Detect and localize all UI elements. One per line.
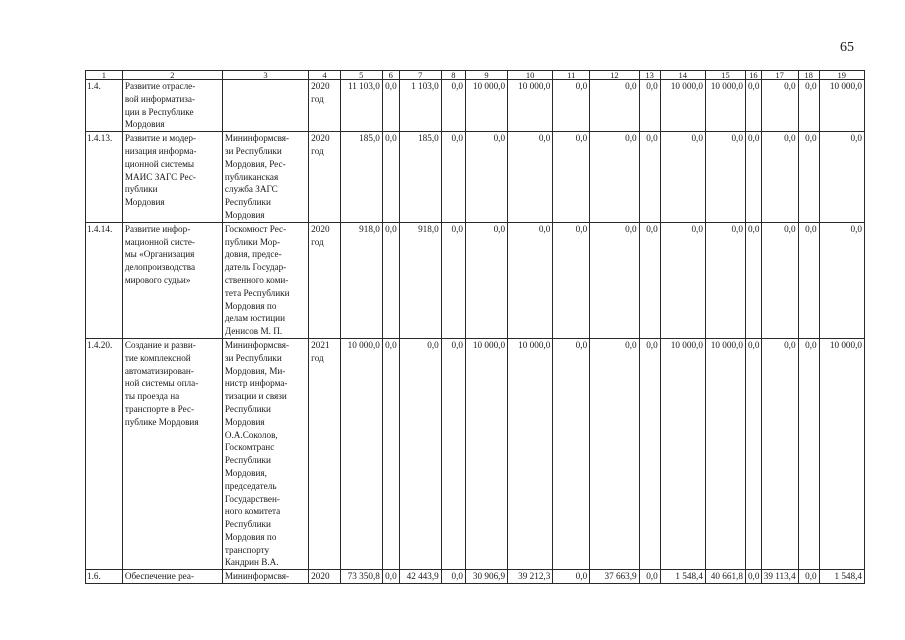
- responsible-party-line: тета Республики: [224, 287, 290, 298]
- row-code: 1.4.: [86, 80, 123, 132]
- value-cell: 0,0: [441, 80, 465, 132]
- column-number: 12: [590, 71, 639, 80]
- value-cell: 30 906,9: [465, 570, 507, 584]
- value-cell: 0,0: [382, 338, 399, 569]
- value-cell: 0,0: [745, 222, 761, 338]
- year-cell-line: 2020: [311, 81, 330, 91]
- value-cell: 0,0: [798, 132, 819, 223]
- measure-name-line: делопроизводства: [124, 262, 196, 273]
- column-number: 11: [553, 71, 590, 80]
- value-cell: 0,0: [705, 132, 745, 223]
- value-cell: 0,0: [705, 222, 745, 338]
- column-number: 7: [399, 71, 441, 80]
- responsible-party-line: публиканская: [224, 171, 279, 182]
- measure-name-line: ты проезда на: [124, 391, 180, 402]
- responsible-party-line: Республики: [224, 197, 271, 208]
- responsible-party-line: Мордовия по: [224, 531, 277, 542]
- responsible-party: [222, 132, 308, 223]
- value-cell: 0,0: [745, 570, 761, 584]
- responsible-party-line: Кандрин В.А.: [224, 557, 279, 568]
- year-cell: [309, 80, 341, 132]
- value-cell: 10 000,0: [705, 338, 745, 569]
- value-cell: 0,0: [590, 80, 639, 132]
- measure-name-line: публики: [124, 184, 158, 195]
- value-cell: 0,0: [819, 222, 864, 338]
- measure-name-line: публике Мордовия: [124, 416, 199, 427]
- column-number: 19: [819, 71, 864, 80]
- value-cell: 0,0: [382, 570, 399, 584]
- column-number-row: [86, 71, 865, 80]
- table-row: [86, 222, 865, 338]
- table-row: [86, 570, 865, 584]
- value-cell: 0,0: [382, 80, 399, 132]
- column-number: 13: [639, 71, 660, 80]
- value-cell: 0,0: [590, 132, 639, 223]
- value-cell: 0,0: [553, 80, 590, 132]
- measure-name-line: мационной систе-: [124, 236, 195, 247]
- responsible-party-line: Мордовия: [224, 209, 265, 220]
- value-cell: 0,0: [745, 338, 761, 569]
- value-cell: 0,0: [441, 570, 465, 584]
- value-cell: 0,0: [761, 338, 798, 569]
- year-cell-line: 2020: [311, 571, 330, 582]
- value-cell: 10 000,0: [508, 338, 553, 569]
- column-number: 9: [465, 71, 507, 80]
- measure-name-line: тие комплексной: [124, 352, 191, 363]
- responsible-party-line: председатель: [224, 480, 277, 491]
- value-cell: 0,0: [441, 132, 465, 223]
- measure-name: [122, 338, 222, 569]
- responsible-party-line: нистр информа-: [224, 378, 288, 389]
- measure-name: [122, 570, 222, 584]
- value-cell: 1 103,0: [399, 80, 441, 132]
- responsible-party-line: Госкомюст Рес-: [224, 223, 287, 234]
- year-cell: [309, 338, 341, 569]
- responsible-party-line: довия, предсе-: [224, 249, 282, 260]
- value-cell: 0,0: [399, 338, 441, 569]
- measure-name-line: ционной системы: [124, 158, 195, 169]
- measure-name-line: Мордовия: [124, 119, 165, 130]
- value-cell: 10 000,0: [819, 80, 864, 132]
- table-row: [86, 80, 865, 132]
- value-cell: 0,0: [382, 222, 399, 338]
- column-number: 16: [745, 71, 761, 80]
- value-cell: 0,0: [553, 132, 590, 223]
- responsible-party: [222, 338, 308, 569]
- table-body: [86, 71, 865, 584]
- responsible-party: [222, 222, 308, 338]
- value-cell: 918,0: [399, 222, 441, 338]
- year-cell-line: год: [311, 145, 324, 156]
- table-row: [86, 338, 865, 569]
- value-cell: 0,0: [660, 222, 705, 338]
- responsible-party-line: транспорту: [224, 544, 270, 555]
- row-code: 1.4.20.: [86, 338, 123, 569]
- responsible-party-line: ного комитета: [224, 506, 281, 517]
- responsible-party-line: Государствен-: [224, 493, 280, 504]
- value-cell: 0,0: [819, 132, 864, 223]
- measure-name: [122, 80, 222, 132]
- column-number: 15: [705, 71, 745, 80]
- responsible-party-line: Мининформсвя-: [224, 571, 290, 582]
- value-cell: 0,0: [553, 338, 590, 569]
- measure-name-line: мы «Организация: [124, 249, 195, 260]
- value-cell: 0,0: [660, 132, 705, 223]
- value-cell: 0,0: [639, 338, 660, 569]
- measure-name-line: Обеспечение реа-: [124, 571, 195, 582]
- column-number: 2: [122, 71, 222, 80]
- value-cell: 0,0: [508, 222, 553, 338]
- value-cell: 10 000,0: [660, 80, 705, 132]
- responsible-party-line: Мордовия, Ми-: [224, 365, 286, 376]
- row-code: 1.4.14.: [86, 222, 123, 338]
- value-cell: 1 548,4: [819, 570, 864, 584]
- value-cell: 0,0: [639, 570, 660, 584]
- table-row: [86, 132, 865, 223]
- value-cell: 0,0: [441, 222, 465, 338]
- responsible-party-line: делам юстиции: [224, 313, 285, 324]
- value-cell: 0,0: [639, 222, 660, 338]
- responsible-party-line: тизации и связи: [224, 391, 287, 402]
- responsible-party-line: зи Республики: [224, 352, 282, 363]
- responsible-party-line: Республики: [224, 455, 271, 466]
- value-cell: 10 000,0: [340, 338, 382, 569]
- value-cell: 0,0: [465, 132, 507, 223]
- row-code: 1.6.: [86, 570, 123, 584]
- measure-name-line: низация информа-: [124, 145, 197, 156]
- value-cell: 0,0: [465, 222, 507, 338]
- row-code: 1.4.13.: [86, 132, 123, 223]
- year-cell-line: 2020: [311, 133, 330, 144]
- responsible-party-line: Мордовия: [224, 416, 265, 427]
- value-cell: 0,0: [553, 222, 590, 338]
- measure-name-line: ной системы опла-: [124, 378, 199, 389]
- column-number: 4: [309, 71, 341, 80]
- value-cell: 0,0: [590, 222, 639, 338]
- value-cell: 1 548,4: [660, 570, 705, 584]
- measure-name-line: ции в Республике: [124, 106, 194, 117]
- value-cell: 40 661,8: [705, 570, 745, 584]
- value-cell: 185,0: [399, 132, 441, 223]
- value-cell: 918,0: [340, 222, 382, 338]
- page-number: 65: [840, 40, 854, 55]
- column-number: 5: [340, 71, 382, 80]
- value-cell: 0,0: [761, 222, 798, 338]
- value-cell: 10 000,0: [705, 80, 745, 132]
- value-cell: 0,0: [441, 338, 465, 569]
- value-cell: 0,0: [745, 80, 761, 132]
- measure-name-line: Развитие отрасле-: [124, 81, 196, 91]
- column-number: 10: [508, 71, 553, 80]
- year-cell-line: 2021: [311, 339, 330, 350]
- measure-name-line: транспорте в Рес-: [124, 403, 195, 414]
- budget-table: [85, 70, 865, 584]
- measure-name: [122, 132, 222, 223]
- responsible-party-line: Мининформсвя-: [224, 133, 290, 144]
- value-cell: 39 113,4: [761, 570, 798, 584]
- measure-name-line: Мордовия: [124, 197, 165, 208]
- value-cell: 0,0: [761, 132, 798, 223]
- value-cell: 11 103,0: [340, 80, 382, 132]
- value-cell: 0,0: [798, 338, 819, 569]
- year-cell-line: год: [311, 352, 324, 363]
- column-number: 6: [382, 71, 399, 80]
- value-cell: 0,0: [590, 338, 639, 569]
- responsible-party: [222, 80, 308, 132]
- responsible-party: [222, 570, 308, 584]
- value-cell: 10 000,0: [660, 338, 705, 569]
- value-cell: 0,0: [508, 132, 553, 223]
- value-cell: 37 663,9: [590, 570, 639, 584]
- value-cell: 73 350,8: [340, 570, 382, 584]
- column-number: 18: [798, 71, 819, 80]
- value-cell: 0,0: [798, 222, 819, 338]
- year-cell-line: год: [311, 93, 324, 104]
- measure-name-line: автоматизирован-: [124, 365, 194, 376]
- value-cell: 0,0: [798, 570, 819, 584]
- year-cell-line: 2020: [311, 223, 330, 234]
- responsible-party-line: датель Государ-: [224, 262, 287, 273]
- value-cell: 10 000,0: [465, 338, 507, 569]
- value-cell: 0,0: [798, 80, 819, 132]
- responsible-party-line: Госкомтранс: [224, 442, 275, 453]
- column-number: 1: [86, 71, 123, 80]
- responsible-party-line: Мининформсвя-: [224, 339, 290, 350]
- value-cell: 10 000,0: [465, 80, 507, 132]
- column-number: 3: [222, 71, 308, 80]
- value-cell: 0,0: [761, 80, 798, 132]
- value-cell: 0,0: [382, 132, 399, 223]
- responsible-party-line: зи Республики: [224, 145, 282, 156]
- value-cell: 185,0: [340, 132, 382, 223]
- measure-name-line: вой информатиза-: [124, 93, 196, 104]
- measure-name-line: МАИС ЗАГС Рес-: [124, 171, 196, 182]
- year-cell: [309, 132, 341, 223]
- measure-name-line: Создание и разви-: [124, 339, 196, 350]
- column-number: 17: [761, 71, 798, 80]
- responsible-party-line: Республики: [224, 403, 271, 414]
- responsible-party-line: Денисов М. П.: [224, 326, 283, 337]
- value-cell: 10 000,0: [819, 338, 864, 569]
- measure-name-line: Развитие инфор-: [124, 223, 191, 234]
- responsible-party-line: Мордовия по: [224, 300, 277, 311]
- measure-name-line: Развитие и модер-: [124, 133, 196, 144]
- responsible-party-line: О.А.Соколов,: [224, 429, 278, 440]
- value-cell: 0,0: [745, 132, 761, 223]
- measure-name: [122, 222, 222, 338]
- column-number: 8: [441, 71, 465, 80]
- responsible-party-line: служба ЗАГС: [224, 184, 278, 195]
- column-number: 14: [660, 71, 705, 80]
- value-cell: 0,0: [639, 80, 660, 132]
- responsible-party-line: публики Мор-: [224, 236, 281, 247]
- responsible-party-line: Мордовия,: [224, 467, 267, 478]
- year-cell: [309, 570, 341, 584]
- year-cell: [309, 222, 341, 338]
- value-cell: 42 443,9: [399, 570, 441, 584]
- responsible-party-line: Республики: [224, 519, 271, 530]
- value-cell: 10 000,0: [508, 80, 553, 132]
- measure-name-line: мирового судьи»: [124, 274, 191, 285]
- value-cell: 39 212,3: [508, 570, 553, 584]
- responsible-party-line: ственного коми-: [224, 274, 289, 285]
- year-cell-line: год: [311, 236, 324, 247]
- value-cell: 0,0: [553, 570, 590, 584]
- value-cell: 0,0: [639, 132, 660, 223]
- responsible-party-line: Мордовия, Рес-: [224, 158, 286, 169]
